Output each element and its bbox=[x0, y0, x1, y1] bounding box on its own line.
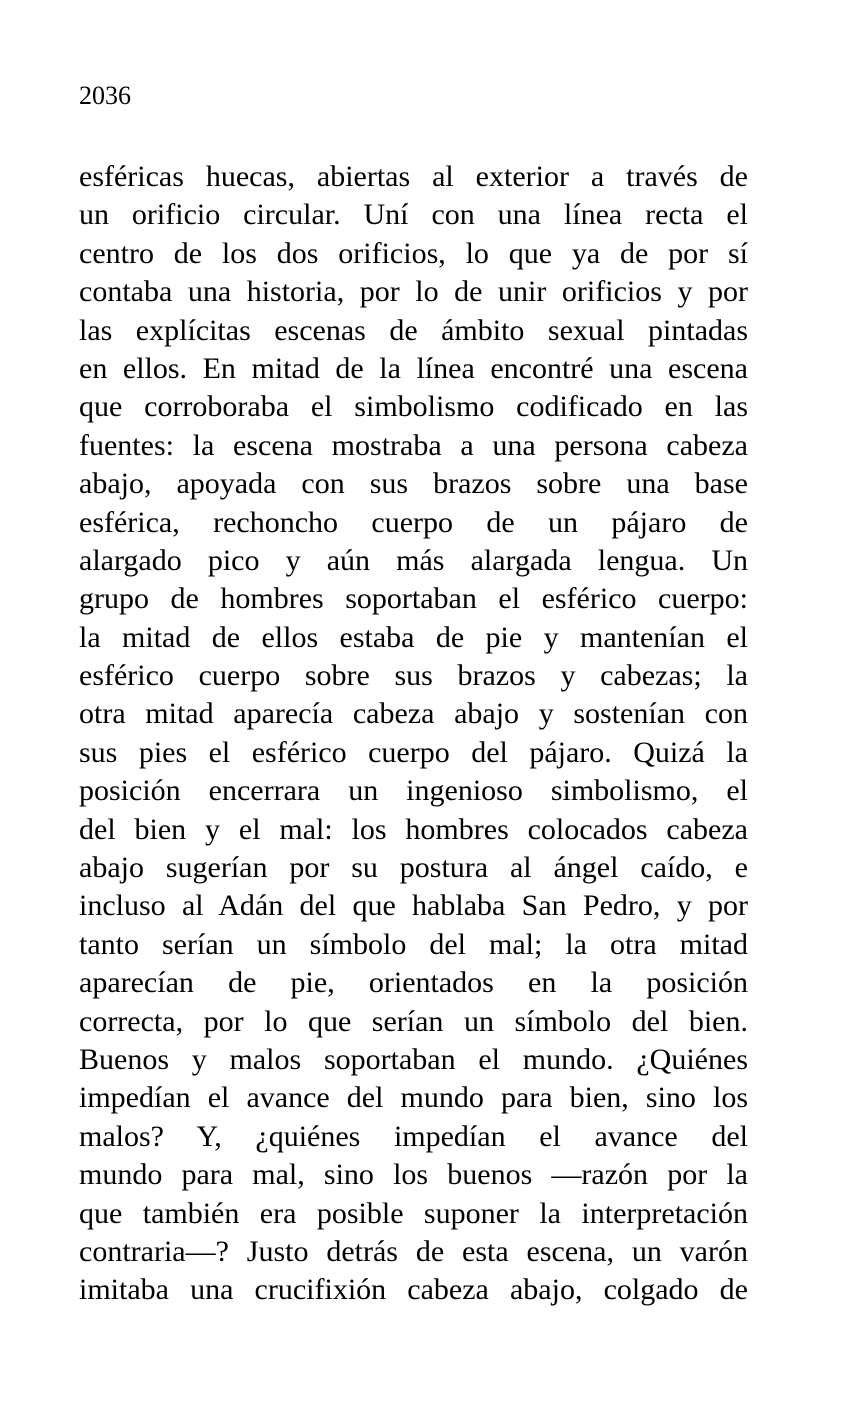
text-line: abajo, apoyada con sus brazos sobre una base bbox=[79, 467, 748, 501]
text-line: contaba una historia, por lo de unir orificios y por bbox=[79, 275, 748, 309]
page-number: 2036 bbox=[79, 81, 131, 110]
text-line: otra mitad aparecía cabeza abajo y sostenían con bbox=[79, 697, 748, 731]
text-line: del bien y el mal: los hombres colocados cabeza bbox=[79, 812, 748, 846]
text-line: posición encerrara un ingenioso simbolismo, el bbox=[79, 774, 748, 808]
text-line: mundo para mal, sino los buenos —razón por la bbox=[79, 1158, 748, 1192]
text-line: aparecían de pie, orientados en la posición bbox=[79, 966, 748, 1000]
body-text bbox=[79, 158, 748, 1310]
text-line: sus pies el esférico cuerpo del pájaro. Quizá la bbox=[79, 735, 748, 769]
text-line: un orificio circular. Uní con una línea recta el bbox=[79, 198, 748, 232]
text-line: la mitad de ellos estaba de pie y mantenían el bbox=[79, 620, 748, 654]
text-line: que corroboraba el simbolismo codificado en las bbox=[79, 390, 748, 424]
text-line: incluso al Adán del que hablaba San Pedro, y por bbox=[79, 889, 748, 923]
text-line: abajo sugerían por su postura al ángel caído, e bbox=[79, 851, 748, 885]
text-line: imitaba una crucifixión cabeza abajo, colgado de bbox=[79, 1273, 748, 1307]
text-line: centro de los dos orificios, lo que ya de por sí bbox=[79, 236, 748, 270]
text-line: las explícitas escenas de ámbito sexual pintadas bbox=[79, 313, 748, 347]
text-line: contraria—? Justo detrás de esta escena, un varón bbox=[79, 1234, 748, 1268]
text-line: que también era posible suponer la interpretación bbox=[79, 1196, 748, 1230]
text-line: impedían el avance del mundo para bien, sino los bbox=[79, 1081, 748, 1115]
text-line: grupo de hombres soportaban el esférico cuerpo: bbox=[79, 582, 748, 616]
text-line: alargado pico y aún más alargada lengua. Un bbox=[79, 543, 748, 577]
text-line: malos? Y, ¿quiénes impedían el avance del bbox=[79, 1119, 748, 1153]
text-line: esférico cuerpo sobre sus brazos y cabezas; la bbox=[79, 659, 748, 693]
text-line: tanto serían un símbolo del mal; la otra mitad bbox=[79, 927, 748, 961]
text-line: fuentes: la escena mostraba a una persona cabeza bbox=[79, 428, 748, 462]
text-line: en ellos. En mitad de la línea encontré una escena bbox=[79, 351, 748, 385]
text-line: correcta, por lo que serían un símbolo del bien. bbox=[79, 1004, 748, 1038]
text-line: esférica, rechoncho cuerpo de un pájaro de bbox=[79, 505, 748, 539]
text-line: esféricas huecas, abiertas al exterior a través de bbox=[79, 160, 748, 193]
text-line: Buenos y malos soportaban el mundo. ¿Quiénes bbox=[79, 1042, 748, 1076]
